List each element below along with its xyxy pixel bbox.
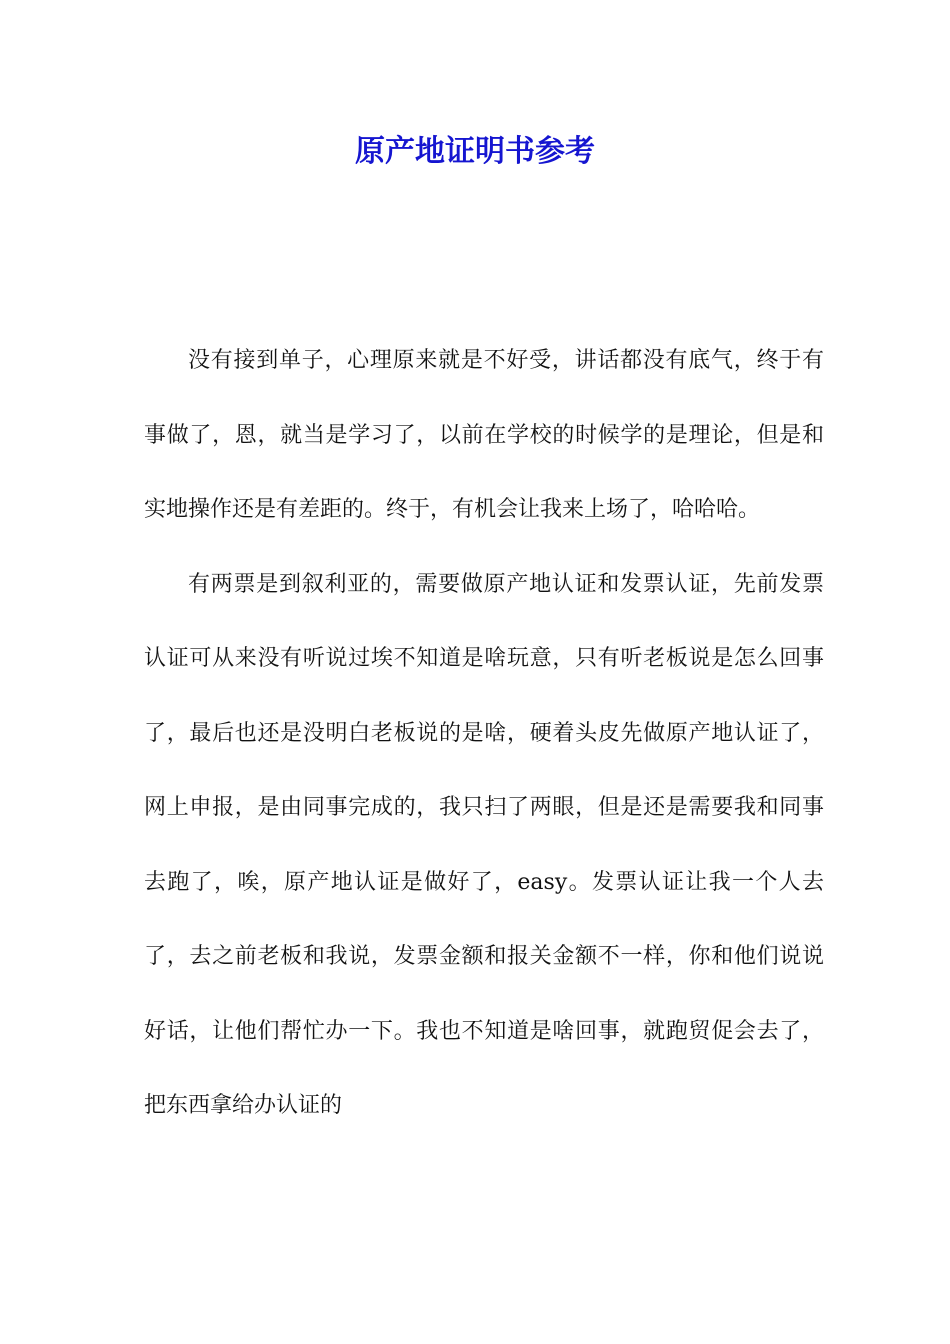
document-title: 原产地证明书参考 — [355, 134, 595, 169]
paragraph-1: 没有接到单子，心理原来就是不好受，讲话都没有底气，终于有事做了，恩，就当是学习了，以前在学校的时候学的是理论，但是和实地操作还是有差距的。终于，有机会让我来上场了，哈哈哈。 — [144, 348, 824, 522]
paragraph-2: 有两票是到叙利亚的，需要做原产地认证和发票认证，先前发票认证可从来没有听说过埃不知道是啥玩意，只有听老板说是怎么回事了，最后也还是没明白老板说的是啥，硬着头皮先做原产地认证了，网上申报，是由同事完成的，我只扫了两眼，但是还是需要我和同事去跑了，唉，原产地认证是做好了，easy。发票认证让我一个人去了，去之前老板和我说，发票金额和报关金额不一样，你和他们说说好话，让他们帮忙办一下。我也不知道是啥回事，就跑贸促会去了，把东西拿给办认证的 — [144, 571, 824, 1118]
document-body — [144, 324, 824, 1144]
